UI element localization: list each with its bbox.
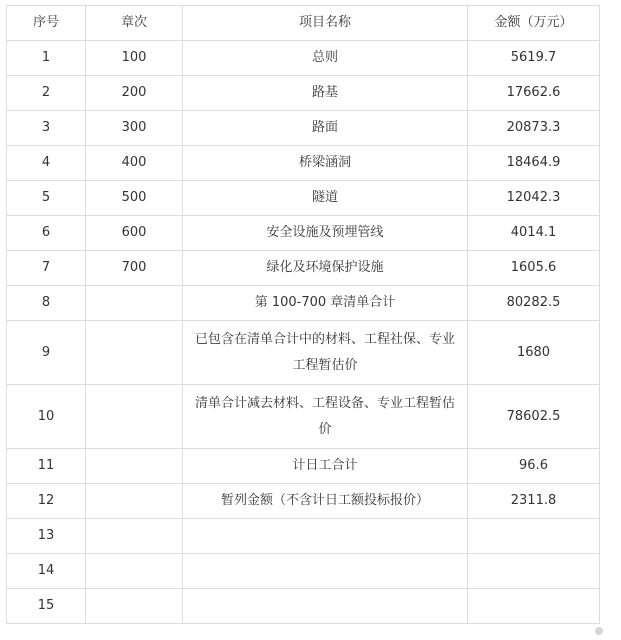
bill-of-quantities-table (6, 5, 600, 624)
table-header-row (7, 6, 600, 41)
cell-amount: 78602.5 (468, 385, 600, 449)
cell-amount: 80282.5 (468, 286, 600, 321)
cell-item-name: 总则 (183, 41, 468, 76)
cell-amount: 18464.9 (468, 146, 600, 181)
cell-amount: 12042.3 (468, 181, 600, 216)
cell-index: 4 (7, 146, 86, 181)
cell-index: 8 (7, 286, 86, 321)
cell-amount: 4014.1 (468, 216, 600, 251)
table-row (7, 41, 600, 76)
cell-chapter: 700 (86, 251, 183, 286)
cell-chapter (86, 484, 183, 519)
cell-item-name: 安全设施及预埋管线 (183, 216, 468, 251)
header-cell-item-name: 项目名称 (183, 6, 468, 41)
table-row (7, 216, 600, 251)
cell-amount: 5619.7 (468, 41, 600, 76)
cell-item-name: 绿化及环境保护设施 (183, 251, 468, 286)
cell-index: 3 (7, 111, 86, 146)
table-row (7, 589, 600, 624)
header-cell-index: 序号 (7, 6, 86, 41)
cell-chapter: 200 (86, 76, 183, 111)
table-row (7, 385, 600, 449)
cell-chapter: 500 (86, 181, 183, 216)
cell-item-name: 计日工合计 (183, 449, 468, 484)
cell-item-name (183, 589, 468, 624)
cell-item-name: 路面 (183, 111, 468, 146)
table-row (7, 449, 600, 484)
cell-chapter (86, 449, 183, 484)
cell-item-name: 暂列金额（不含计日工额投标报价） (183, 484, 468, 519)
cell-amount: 1605.6 (468, 251, 600, 286)
cell-index: 7 (7, 251, 86, 286)
cell-chapter: 100 (86, 41, 183, 76)
cell-item-name: 清单合计减去材料、工程设备、专业工程暂估价 (183, 385, 468, 449)
cell-item-name: 桥梁涵洞 (183, 146, 468, 181)
cell-item-name: 第 100-700 章清单合计 (183, 286, 468, 321)
cell-index: 6 (7, 216, 86, 251)
table-row (7, 286, 600, 321)
table-row (7, 181, 600, 216)
cell-chapter (86, 321, 183, 385)
cell-index: 15 (7, 589, 86, 624)
cell-index: 12 (7, 484, 86, 519)
cell-amount: 2311.8 (468, 484, 600, 519)
cell-index: 5 (7, 181, 86, 216)
cell-amount: 1680 (468, 321, 600, 385)
table-row (7, 484, 600, 519)
cell-amount (468, 519, 600, 554)
cell-item-name: 隧道 (183, 181, 468, 216)
cell-chapter: 600 (86, 216, 183, 251)
cell-amount: 20873.3 (468, 111, 600, 146)
table-row (7, 146, 600, 181)
cell-chapter (86, 385, 183, 449)
cell-item-name (183, 554, 468, 589)
table-row (7, 321, 600, 385)
header-cell-amount: 金额（万元） (468, 6, 600, 41)
cell-item-name: 已包含在清单合计中的材料、工程社保、专业工程暂估价 (183, 321, 468, 385)
table-row (7, 251, 600, 286)
cell-item-name (183, 519, 468, 554)
cell-index: 1 (7, 41, 86, 76)
cell-index: 10 (7, 385, 86, 449)
cell-index: 13 (7, 519, 86, 554)
cell-item-name: 路基 (183, 76, 468, 111)
table-row (7, 76, 600, 111)
table-row (7, 111, 600, 146)
cell-index: 2 (7, 76, 86, 111)
cell-chapter (86, 519, 183, 554)
cell-chapter (86, 554, 183, 589)
cell-amount (468, 554, 600, 589)
cell-chapter: 300 (86, 111, 183, 146)
table-row (7, 519, 600, 554)
cell-chapter (86, 589, 183, 624)
resize-handle[interactable] (595, 627, 603, 635)
header-cell-chapter: 章次 (86, 6, 183, 41)
cell-amount (468, 589, 600, 624)
cell-index: 14 (7, 554, 86, 589)
cell-chapter: 400 (86, 146, 183, 181)
cell-index: 9 (7, 321, 86, 385)
cell-amount: 17662.6 (468, 76, 600, 111)
table-row (7, 554, 600, 589)
cell-amount: 96.6 (468, 449, 600, 484)
cell-chapter (86, 286, 183, 321)
cell-index: 11 (7, 449, 86, 484)
